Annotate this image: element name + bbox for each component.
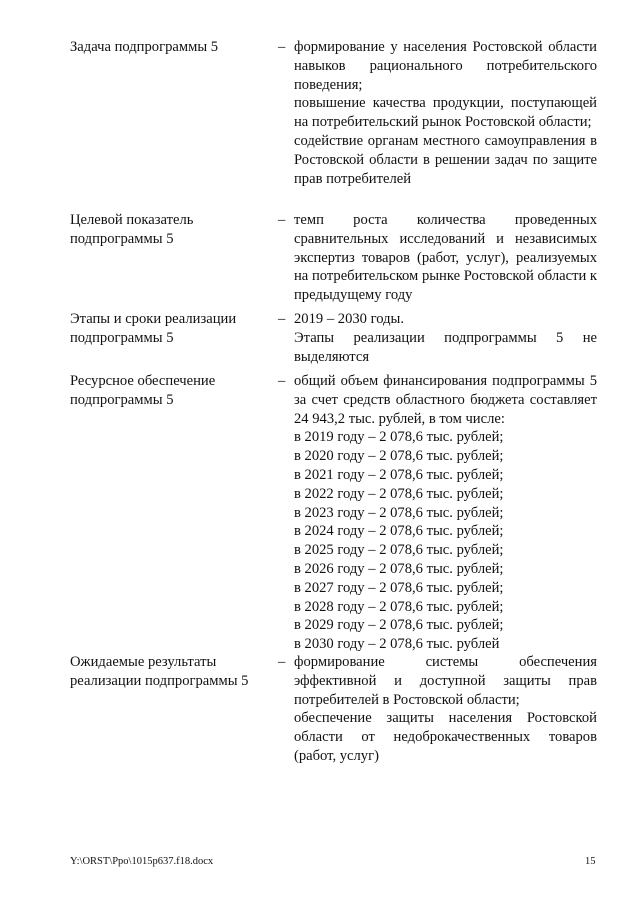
row-label-line: Целевой показатель [70, 212, 194, 228]
content-paragraph: общий объем финансирования подпрограммы 5 за счет средств областного бюджета составляет 24 943,2 тыс. рублей, в том числе: [294, 373, 597, 427]
row-label-line: реализации подпрограммы 5 [70, 672, 249, 689]
row-label-line: подпрограммы 5 [70, 329, 174, 346]
content-paragraph: темп роста количества проведенных сравнительных исследований и независимых экспертиз товаров (работ, услуг), реализуемых на потребительском рынке Ростовской области к предыдущему году [294, 212, 597, 304]
row-label [70, 310, 270, 348]
row-content [294, 653, 597, 766]
funding-year-line: в 2030 году – 2 078,6 тыс. рублей [294, 636, 500, 653]
dash: – [278, 373, 286, 389]
funding-year-line: в 2024 году – 2 078,6 тыс. рублей; [294, 523, 504, 540]
row-label-line: подпрограммы 5 [70, 230, 174, 247]
dash: – [278, 212, 286, 228]
row-label-line: Задача подпрограммы 5 [70, 39, 219, 55]
row-content [294, 211, 597, 305]
funding-year-line: в 2020 году – 2 078,6 тыс. рублей; [294, 448, 504, 465]
row-content [294, 372, 597, 654]
funding-year-line: в 2022 году – 2 078,6 тыс. рублей; [294, 485, 504, 502]
content-paragraph: 2019 – 2030 годы. [294, 311, 404, 327]
page-number: 15 [585, 856, 596, 867]
funding-year-line: в 2026 году – 2 078,6 тыс. рублей; [294, 560, 504, 577]
funding-year-line: в 2029 году – 2 078,6 тыс. рублей; [294, 617, 504, 634]
funding-year-line: в 2027 году – 2 078,6 тыс. рублей; [294, 579, 504, 596]
funding-year-line: в 2025 году – 2 078,6 тыс. рублей; [294, 542, 504, 559]
content-paragraph: формирование у населения Ростовской области навыков рационального потребительского поведения; [294, 39, 597, 93]
dash: – [278, 39, 286, 55]
content-paragraph: повышение качества продукции, поступающей на потребительский рынок Ростовской области; [294, 95, 597, 131]
row-label-line: Ресурсное обеспечение [70, 373, 216, 389]
funding-year-line: в 2019 году – 2 078,6 тыс. рублей; [294, 429, 504, 446]
content-paragraph: содействие органам местного самоуправления в Ростовской области в решении задач по защите прав потребителей [294, 132, 597, 187]
funding-year-line: в 2028 году – 2 078,6 тыс. рублей; [294, 598, 504, 615]
dash: – [278, 654, 286, 670]
row-label [70, 211, 270, 249]
funding-year-line: в 2021 году – 2 078,6 тыс. рублей; [294, 466, 504, 483]
content-paragraph: обеспечение защиты населения Ростовской области от недоброкачественных товаров (работ, услуг) [294, 710, 597, 764]
row-content [294, 310, 597, 366]
row-label [70, 653, 270, 691]
row-label-line: Ожидаемые результаты [70, 654, 217, 670]
dash: – [278, 311, 286, 327]
row-label-line: подпрограммы 5 [70, 391, 174, 408]
content-paragraph: Этапы реализации подпрограммы 5 не выделяются [294, 329, 597, 365]
content-paragraph: формирование системы обеспечения эффективной и доступной защиты прав потребителей в Ростовской области; [294, 654, 597, 708]
row-content [294, 38, 597, 188]
footer-file-path: Y:\ORST\Ppo\1015p637.f18.docx [70, 856, 214, 867]
row-label-line: Этапы и сроки реализации [70, 311, 237, 327]
row-label [70, 38, 270, 57]
row-label [70, 372, 270, 410]
funding-year-line: в 2023 году – 2 078,6 тыс. рублей; [294, 504, 504, 521]
